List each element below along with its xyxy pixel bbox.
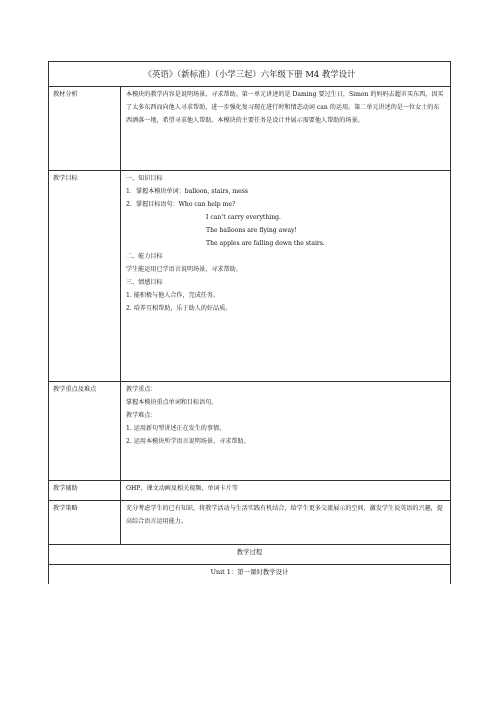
- content-strategy: [121, 501, 451, 545]
- strategy-text: 充分考虑学生的已有知识，将教学活动与生活实践有机结合，给学生更多交流展示的空间，激发学生说英语的兴趣，提高综合语言运用能力。: [126, 505, 443, 525]
- goal-line: 1．掌握本模块单词：balloon, stairs, mess: [126, 188, 248, 195]
- goal-line: 2. 培养互相帮助，乐于助人的好品质。: [126, 305, 232, 312]
- goal-line: The apples are falling down the stairs.: [206, 240, 325, 247]
- label-strategy: 教学策略: [49, 501, 121, 545]
- keypoint-line: 教学难点：: [126, 412, 157, 419]
- keypoint-line: 教学重点：: [126, 386, 157, 393]
- table-row: [49, 501, 451, 545]
- table-row: [49, 382, 451, 481]
- keypoint-line: 1. 运用新句型讲述正在发生的事情。: [126, 425, 226, 432]
- content-keypoints: [121, 382, 451, 481]
- table-row: [49, 481, 451, 501]
- goal-line: The balloons are flying away!: [206, 227, 297, 234]
- content-aids: [121, 481, 451, 501]
- goal-line: 1. 能积极与他人合作，完成任务。: [126, 292, 220, 299]
- document-title: 《英语》（新标准）（小学三起）六年级下册 M4 教学设计: [49, 62, 451, 87]
- goal-line: 2．掌握目标语句：Who can help me?: [126, 201, 236, 208]
- goal-line: 二、能力目标: [126, 253, 163, 260]
- table-row: [49, 565, 451, 584]
- goal-line: I can’t carry everything.: [206, 214, 281, 221]
- table-row: [49, 171, 451, 382]
- goal-line: 一、知识目标: [126, 175, 163, 182]
- label-aids: 教学辅助: [49, 481, 121, 501]
- table-row: [49, 545, 451, 565]
- goal-line: 学生能运用已学语言说明场景、寻求帮助。: [126, 266, 242, 273]
- keypoint-line: 2. 运用本模块所学语言说明场景、寻求帮助。: [126, 438, 250, 445]
- keypoint-line: 掌握本模块重点单词和目标语句。: [126, 399, 218, 406]
- table-row: [49, 87, 451, 171]
- content-analysis: [121, 87, 451, 171]
- label-keypoints: 教学重点及难点: [49, 382, 121, 481]
- unit-heading: Unit 1：第一课时教学设计: [49, 565, 451, 584]
- lesson-plan-table: [48, 61, 451, 584]
- goal-line: 三、情感目标: [126, 279, 163, 286]
- analysis-text: 本模块的教学内容是说明场景、寻求帮助。第一单元讲述的是 Daming 要过生日，Simon 的妈妈去超市买东西，因买了太多东西而向他人寻求帮助，进一步强化复习现在进行时和情态动词 can 的运用。第二单元讲述的是一位女士的东西洒落一地，希望寻求他人帮助。本模块的主要任务是设计并展示需要他人帮助的场景。: [126, 91, 444, 124]
- label-goals: 教学目标: [49, 171, 121, 382]
- aids-text: OHP、课文动画及相关视频、单词卡片等: [126, 485, 238, 492]
- content-goals: [121, 171, 451, 382]
- process-heading: 教学过程: [49, 545, 451, 565]
- label-analysis: 教材分析: [49, 87, 121, 171]
